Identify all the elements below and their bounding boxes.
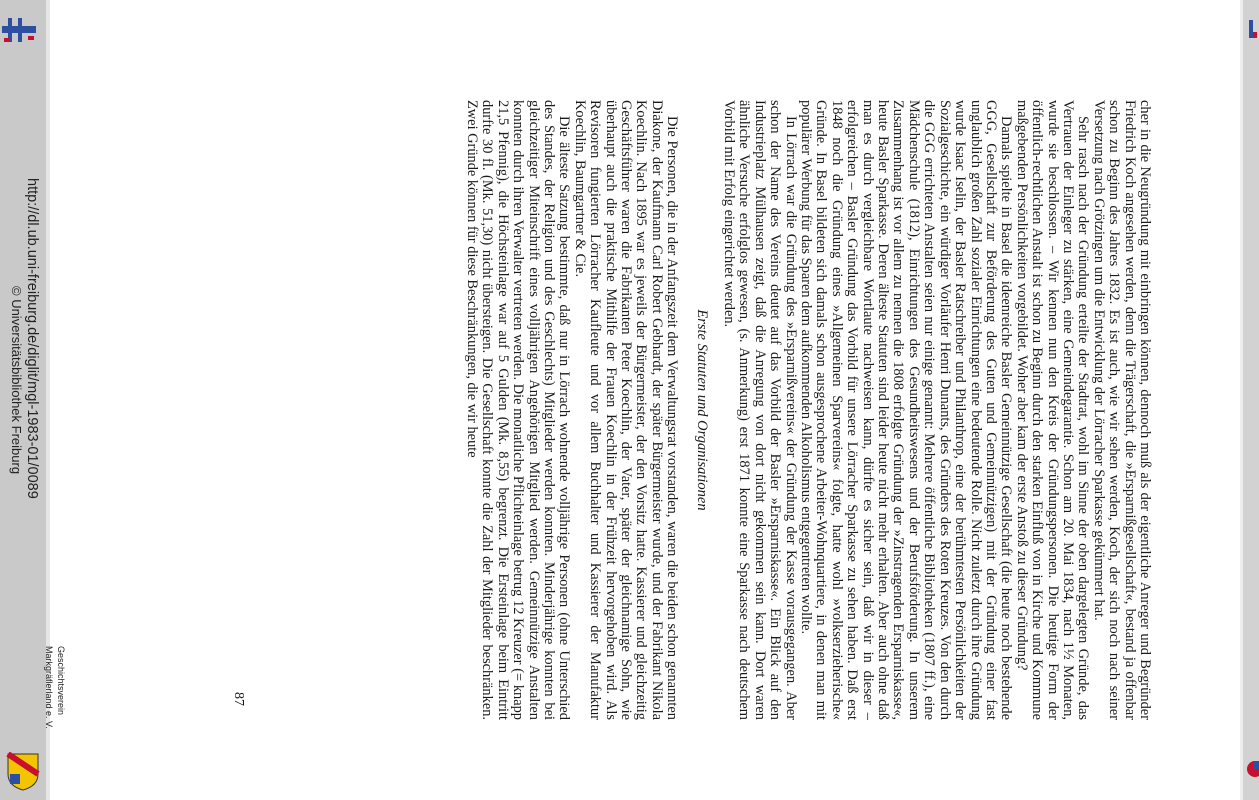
society-coat-of-arms-icon [6, 752, 40, 792]
viewer-right-margin [1243, 0, 1259, 800]
university-library-logo-icon [2, 14, 36, 48]
society-name-line2: Markgräflerland e. V. [44, 646, 54, 729]
paragraph: In Lörrach war die Gründung des »Ersparnißvereins« der Gründung der Kasse vorausgegangen. Aber schon der Name des Vereins deutet auf das Vorbild der Basler »Ersparniskasse«. Ein Blick auf den Industrieplatz Mülhausen zeigt, daß die Anregung von dort nicht gekommen sein kann. Dort waren ähnliche Versuche erfolglos gewesen, (s. Anmerkung) erst 1871 konnte eine Sparkasse nach deutschem Vorbild mit Erfolg eingerichtet werden. [721, 100, 799, 720]
copyright-notice: © Universitätsbibliothek Freiburg [9, 286, 24, 475]
scanned-page [202, 100, 1152, 720]
page-number: 87 [231, 692, 246, 706]
viewer-right-edge [1240, 0, 1243, 800]
paragraph: Sehr rasch nach der Gründung erteilte der Stadtrat, wohl im Sinne der oben dargelegten Gründe, das Vertrauen der Einleger zu stärken, eine Gemeindegarantie. Schon am 20. Mai 1834, nach 1½ Monaten, wurde sie beschlossen. – Wir kennen nun den Kreis der Gründungspersonen. Die heutige Form der öffentlich-rechtlichen Anstalt ist schon zu Beginn durch den starken Einfluß von in Kirche und Kommune maßgebenden Persönlichkeiten vorgebildet. Woher aber kam der erste Anstoß zu dieser Gründung? [1013, 100, 1092, 720]
paragraph: Damals spielte in Basel die ideenreiche Basler Gemeinnützige Gesellschaft (die heute noch bestehende GGG, Gesellschaft zur Beförderung des Guten und Gemeinnützigen) mit der Gründung einer fast unglaublich großen Zahl sozialer Einrichtungen eine bedeutende Rolle. Nicht zuletzt durch ihre Gründung wurde Isaac Iselin, der Basler Ratschreiber und Philanthrop, eine der berühmtesten Persönlichkeiten der Sozialgeschichte, ein würdiger Vorläufer Henri Dunants, des Gründers des Roten Kreuzes. Von den durch die GGG errichteten Anstalten seien nur einige genannt: Mehrere öffentliche Bibliotheken (1807 ff.), eine Mädchenschule (1812), Einrichtungen des Gesundheitswesens und der Berufsförderung. In unserem Zusammenhang ist vor allem zu nennen die 1808 erfolgte Gründung der »Zinstragenden Ersparniskasse«, heute Basler Sparkasse. Deren älteste Statuten sind leider heute nicht mehr erhalten. Aber auch ohne daß man es durch vergleichbare Wortlaute nachweisen kann, dürfte es sicher sein, daß wir in dieser – erfolgreichen – Basler Gründung das Vorbild für unsere Lörracher Sparkasse zu sehen haben. Daß erst 1848 noch die Gründung eines »Allgemeinen Sparvereins« folgte, hatte wohl »volkserzieherische« Gründe. In Basel bildeten sich damals schon ausgesprochene Arbeiter-Wohnquartiere, in denen man mit populärer Werbung für das Sparen dem aufkommenden Alkoholismus entgegentreten wollte. [798, 100, 1015, 720]
source-url[interactable]: http://dl.ub.uni-freiburg.de/diglit/mgl-1983-01/0089 [24, 178, 40, 499]
corner-crest-icon [1247, 752, 1259, 786]
paragraph: cher in die Neugründung mit einbringen können, dennoch muß als der eigentliche Anreger und Begründer Friedrich Koch angesehen werden, denn die Trägerschaft, die »Ersparnißgesellschaft«, bestand ja offenbar schon zu Beginn des Jahres 1832. Es ist auch, wie wir sehen werden, Koch, der sich noch nach seiner Versetzung nach Grötzingen um die Entwicklung der Lörracher Sparkasse gekümmert hat. [1090, 100, 1153, 720]
paragraph: Die älteste Satzung bestimmte, daß nur in Lörrach wohnende volljährige Personen (ohne Unterschied des Standes, der Religion und des Geschlechts) Mitglieder werden konnten. Minderjährige konnten bei gleichzeitiger Miteinschrift eines volljährigen Angehörigen Mitglied werden. Gemeinnützige Anstalten konnten durch ihren Verwalter vertreten werden. Die monatliche Pflichteinlage betrug 12 Kreuzer (= knapp 21,5 Pfennig), die Höchsteinlage war auf 5 Gulden (Mk. 8,55) begrenzt. Die Ersteinlage beim Eintritt durfte 30 fl. (Mk. 51,30) nicht übersteigen. Die Gesellschaft konnte die Zahl der Mitglieder beschränken. Zwei Gründe können für diese Beschränkungen, die wir heute [463, 100, 573, 720]
section-heading: Erste Statuten und Organisationen [693, 309, 710, 511]
paragraph: Die Personen, die in der Anfangszeit dem Verwaltungsrat vorstanden, waren die beiden schon genannten Diakone, der Kaufmann Carl Robert Gebhardt, der später Bürgermeister wurde, und der Fabrikant Nikola Koechlin. Nach 1895 war es jeweils der Bürgermeister, der den Vorsitz hatte. Kassierer und gleichzeitig Geschäftsführer waren die Fabrikanten Peter Koechlin, der Vater, später der gleichnamige Sohn, wie überhaupt auch die praktische Mithilfe der Frauen Koechlin in der Frühzeit hervorgehoben wird. Als Revisoren fungierten Lörracher Kaufleute und vor allem Buchhalter und Kassierer der Manufaktur Koechlin, Baumgartner & Cie. [571, 100, 681, 720]
society-name-line1: Geschichtsverein [56, 646, 66, 716]
corner-logo-icon [1247, 18, 1259, 40]
